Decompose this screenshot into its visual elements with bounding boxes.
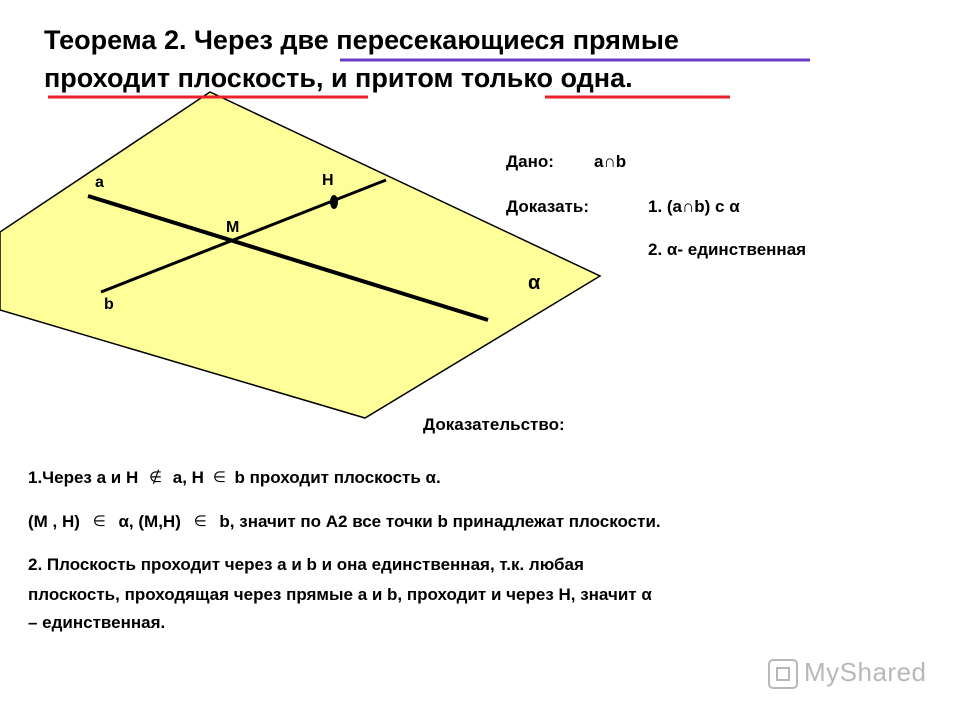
proof-line-1-part-c: b проходит плоскость α.: [234, 468, 441, 487]
label-b: b: [104, 296, 114, 313]
watermark: [768, 657, 927, 689]
watermark-logo-icon: [768, 659, 798, 689]
proof-heading: Доказательство:: [423, 415, 565, 434]
proof-line-3: 2. Плоскость проходит через а и b и она единственная, т.к. любая: [28, 555, 584, 574]
label-m: M: [226, 219, 240, 236]
given-value: a∩b: [594, 152, 627, 171]
label-a: a: [95, 174, 104, 191]
element-of-symbol-icon: ∈: [212, 468, 226, 486]
element-of-symbol-icon: ∈: [193, 512, 207, 530]
label-alpha: α: [528, 272, 541, 294]
prove-item-2: 2. α- единственная: [648, 240, 807, 259]
proof-line-1: [28, 468, 441, 488]
proof-line-2-part-c: b, значит по А2 все точки b принадлежат плоскости.: [219, 512, 661, 531]
proof-line-2: [28, 512, 661, 532]
title-line-1: Теорема 2. Через две пересекающиеся прямые: [44, 25, 679, 55]
proof-line-1-part-b: а, Н: [172, 468, 204, 487]
proof-line-4: плоскость, проходящая через прямые а и b, проходит и через Н, значит α: [28, 585, 652, 604]
element-of-symbol-icon: ∈: [92, 512, 106, 530]
given-label: Дано:: [506, 152, 554, 171]
watermark-text: MyShared: [804, 657, 927, 687]
title-line-2: проходит плоскость, и притом только одна.: [44, 63, 633, 93]
proof-line-2-part-a: (М , Н): [28, 512, 80, 531]
point-h: [330, 195, 338, 209]
prove-label: Доказать:: [506, 197, 589, 216]
not-in-symbol-icon: ∉: [148, 468, 163, 486]
label-h: H: [322, 172, 334, 189]
prove-item-1: 1. (a∩b) c α: [648, 197, 740, 216]
proof-line-5: – единственная.: [28, 613, 166, 632]
plane-alpha: [0, 92, 600, 418]
proof-line-1-part-a: 1.Через а и Н: [28, 468, 139, 487]
proof-line-2-part-b: α, (М,Н): [118, 512, 181, 531]
